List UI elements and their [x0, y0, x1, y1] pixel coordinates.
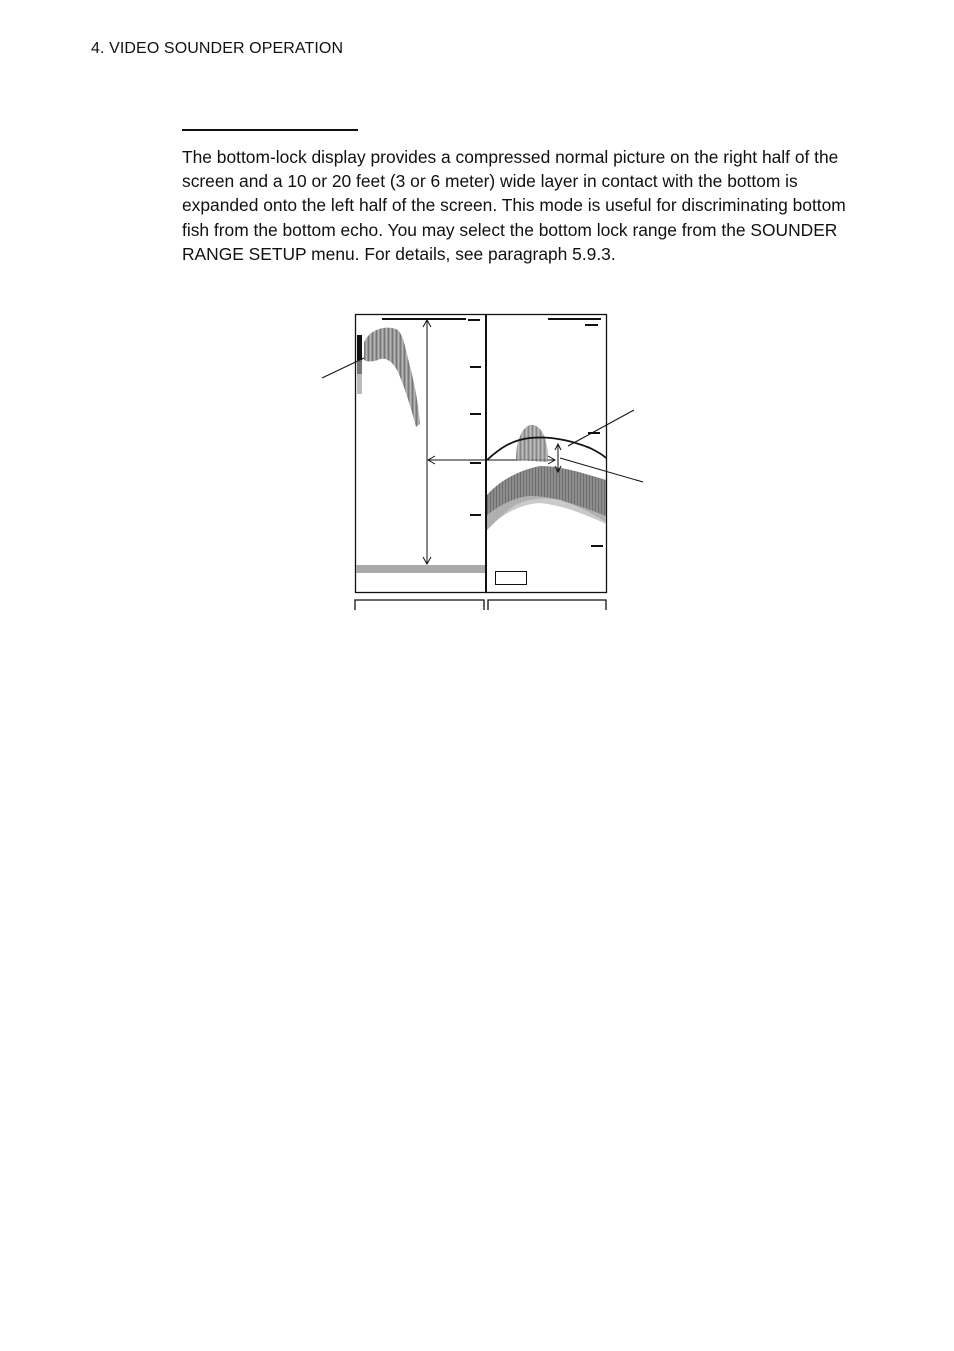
section-heading-rule	[182, 129, 358, 131]
right-half-bracket	[488, 600, 606, 610]
color-bar-mid	[357, 360, 362, 374]
indicator-box	[496, 572, 527, 585]
normal-fish-echo	[516, 425, 548, 462]
color-bar-dark	[357, 335, 362, 360]
zone-line-leader	[568, 410, 634, 446]
page-header: 4. VIDEO SOUNDER OPERATION	[91, 40, 344, 57]
color-bar-light	[357, 374, 362, 394]
bottom-lock-diagram	[300, 300, 660, 620]
expanded-fish-echo	[364, 328, 420, 427]
left-half-bracket	[355, 600, 484, 610]
bottom-lock-figure	[300, 300, 660, 620]
description-paragraph: The bottom-lock display provides a compressed normal picture on the right half of the screen and a 10 or 20 feet (3 or 6 meter) wide layer in contact with the bottom is expanded onto the left half of the screen. This mode is useful for discriminating bottom fish from the bottom echo. You may select the bottom lock range from the SOUNDER RANGE SETUP menu. For details, see paragraph 5.9.3.	[182, 147, 846, 264]
left-scale-ticks	[468, 320, 481, 566]
expanded-bottom-band	[356, 565, 485, 573]
